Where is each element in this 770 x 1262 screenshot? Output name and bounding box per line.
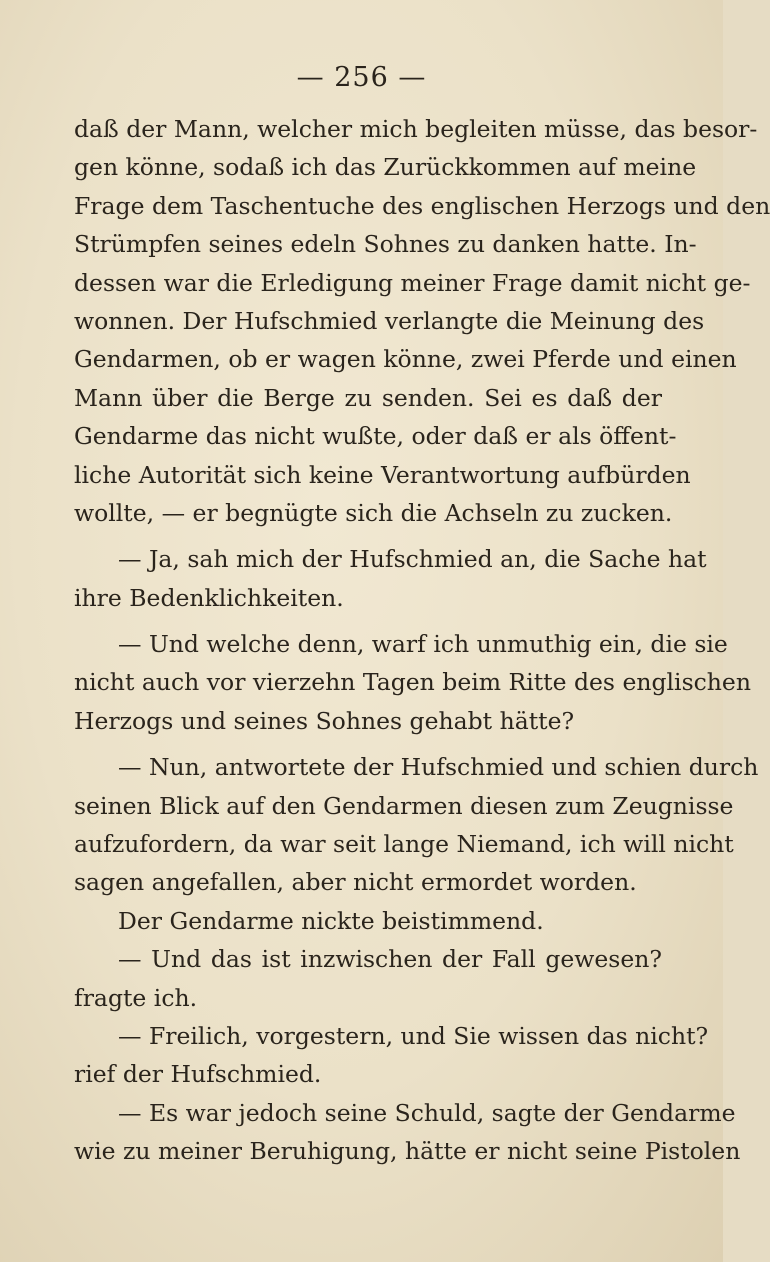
paragraph-gap <box>74 532 662 540</box>
text-line: — Nun, antwortete der Hufschmied und schien durch <box>118 753 759 782</box>
text-line: Herzogs und seines Sohnes gehabt hätte? <box>74 706 575 735</box>
paragraph-gap <box>74 740 662 748</box>
text-line: — Und welche denn, warf ich unmuthig ein, die sie <box>118 630 728 659</box>
paragraph <box>74 1017 709 1094</box>
text-line: gen könne, sodaß ich das Zurückkommen auf meine <box>74 153 697 182</box>
text-line: Der Gendarme nickte beistimmend. <box>118 906 544 935</box>
text-line: liche Autorität sich keine Verantwortung aufbürden <box>74 460 691 489</box>
text-line: — Ja, sah mich der Hufschmied an, die Sache hat <box>118 545 707 574</box>
text-line: wie zu meiner Beruhigung, hätte er nicht seine Pistolen <box>74 1137 741 1166</box>
paragraph <box>74 902 662 940</box>
text-line: aufzufordern, da war seit lange Niemand, ich will nicht <box>74 830 734 859</box>
text-line: — Es war jedoch seine Schuld, sagte der Gendarme <box>118 1098 736 1127</box>
text-line: Frage dem Taschentuche des englischen Herzogs und den <box>74 191 770 220</box>
text-line: nicht auch vor vierzehn Tagen beim Ritte des englischen <box>74 668 751 697</box>
text-line: Gendarme das nicht wußte, oder daß er als öffent- <box>74 422 677 451</box>
paragraph <box>74 110 770 532</box>
paragraph <box>74 748 759 902</box>
paragraph <box>74 625 751 740</box>
paragraph <box>74 540 707 617</box>
text-line: daß der Mann, welcher mich begleiten müsse, das besor- <box>74 115 758 143</box>
text-line: Mann über die Berge zu senden. Sei es daß der <box>74 383 662 412</box>
paragraph <box>74 940 662 1017</box>
text-line: Gendarmen, ob er wagen könne, zwei Pferde und einen <box>74 345 737 374</box>
text-line: — Und das ist inzwischen der Fall gewesen? <box>118 945 662 974</box>
text-line: fragte ich. <box>74 983 198 1012</box>
body-text <box>74 110 770 1171</box>
text-line: Strümpfen seines edeln Sohnes zu danken hatte. In- <box>74 230 697 259</box>
text-line: wonnen. Der Hufschmied verlangte die Meinung des <box>74 306 705 335</box>
text-line: rief der Hufschmied. <box>74 1060 322 1089</box>
page-number: — 256 — <box>296 62 427 93</box>
text-line: seinen Blick auf den Gendarmen diesen zum Zeugnisse <box>74 791 734 820</box>
text-line: ihre Bedenklichkeiten. <box>74 583 344 612</box>
paragraph <box>74 1094 741 1171</box>
text-line: — Freilich, vorgestern, und Sie wissen das nicht? <box>118 1021 709 1050</box>
text-line: sagen angefallen, aber nicht ermordet worden. <box>74 868 637 897</box>
text-line: dessen war die Erledigung meiner Frage damit nicht ge- <box>74 268 751 297</box>
paragraph-gap <box>74 617 662 625</box>
text-line: wollte, — er begnügte sich die Achseln zu zucken. <box>74 498 673 527</box>
